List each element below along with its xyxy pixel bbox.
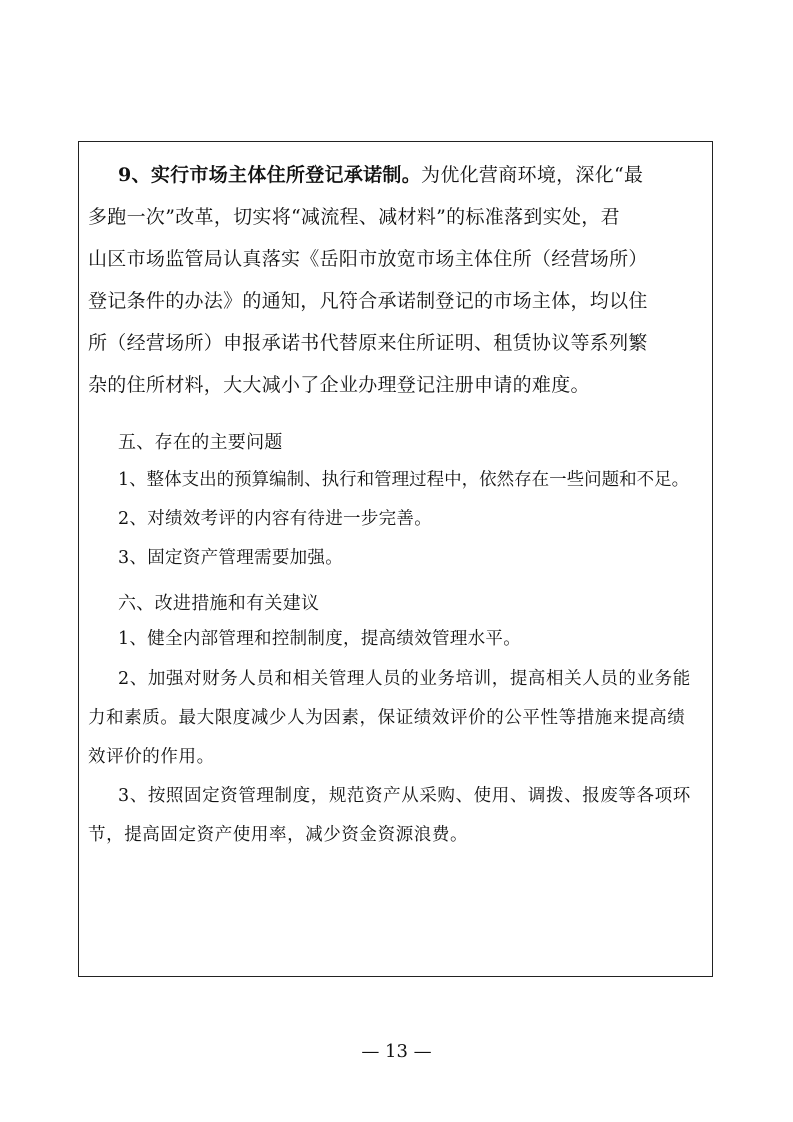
section6-item-2-line-3: 效评价的作用。 (88, 747, 215, 767)
page-number: — 13 — (361, 1041, 432, 1062)
item9-title: 实行市场主体住所登记承诺制。 (150, 164, 422, 186)
item9-line-6: 杂的住所材料，大大减小了企业办理登记注册申请的难度。 (88, 374, 590, 396)
item9-line-3: 山区市场监管局认真落实《岳阳市放宽市场主体住所（经营场所） (88, 248, 648, 270)
section6-item-1: 1、健全内部管理和控制制度，提高绩效管理水平。 (118, 629, 522, 649)
item9-text-start: 为优化营商环境，深化“最 (421, 164, 644, 186)
section5-item-2: 2、对绩效考评的内容有待进一步完善。 (118, 509, 433, 529)
section6-item-3-line-1: 3、按照固定资管理制度，规范资产从采购、使用、调拨、报废等各项环 (118, 786, 691, 806)
section6-heading: 六、改进措施和有关建议 (118, 593, 320, 614)
item9-line-5: 所（经营场所）申报承诺书代替原来住所证明、租赁协议等系列繁 (88, 332, 648, 354)
section6-item-2-line-1: 2、加强对财务人员和相关管理人员的业务培训，提高相关人员的业务能 (118, 669, 691, 689)
item9-number: 9、 (118, 164, 151, 186)
section5-heading: 五、存在的主要问题 (118, 432, 283, 453)
section6-item-2-line-2: 力和素质。最大限度减少人为因素，保证绩效评价的公平性等措施来提高绩 (88, 708, 686, 728)
section5-item-1: 1、整体支出的预算编制、执行和管理过程中，依然存在一些问题和不足。 (118, 470, 690, 490)
item9-line-4: 登记条件的办法》的通知，凡符合承诺制登记的市场主体，均以住 (88, 290, 648, 312)
item9-line-2: 多跑一次”改革，切实将“减流程、减材料”的标准落到实处，君 (88, 206, 620, 228)
section5-item-3: 3、固定资产管理需要加强。 (118, 548, 344, 568)
item9-line-1 (118, 163, 643, 187)
section6-item-3-line-2: 节，提高固定资产使用率，减少资金资源浪费。 (88, 825, 469, 845)
